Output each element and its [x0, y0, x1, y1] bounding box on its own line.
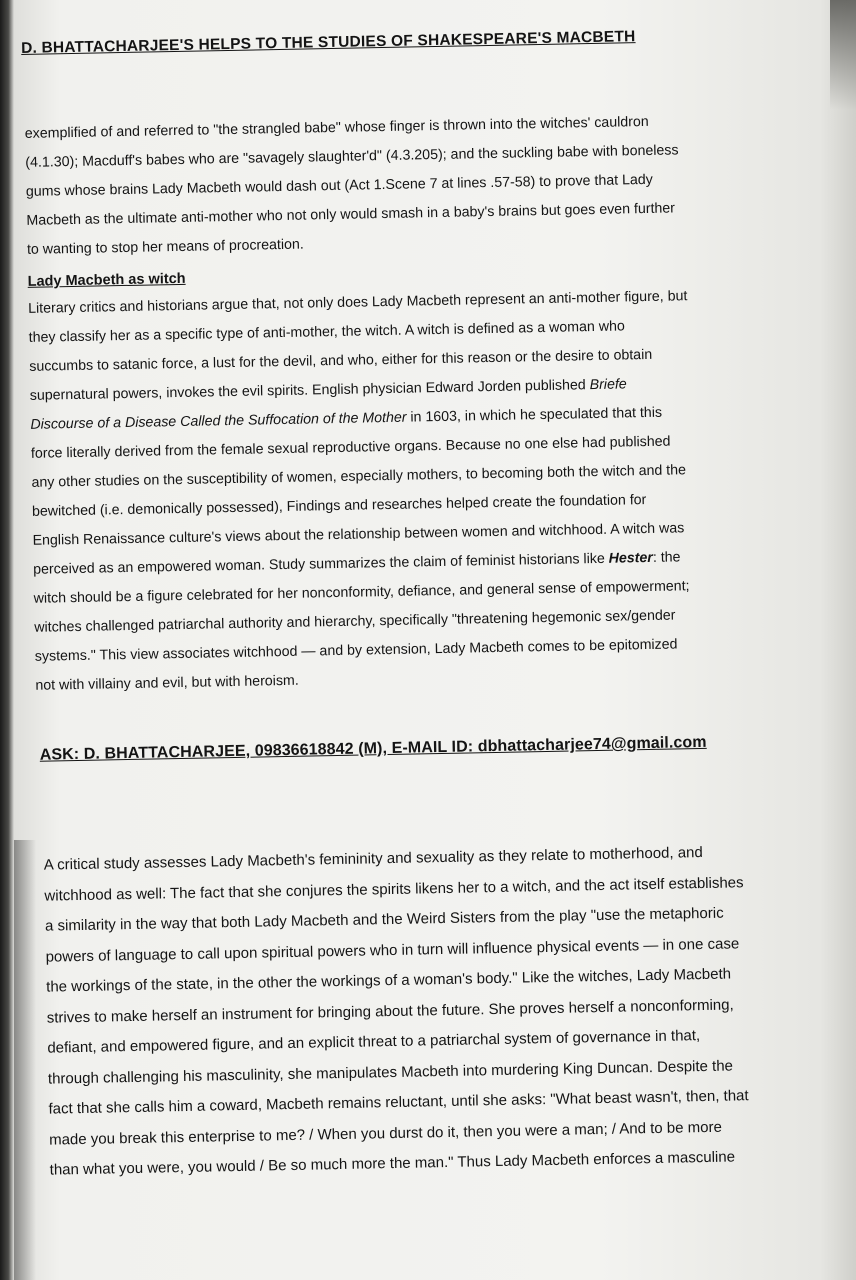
- text-line: exemplified of and referred to "the strangled babe" whose finger is thrown into the witches' cauldron: [24, 113, 649, 142]
- text-line: through challenging his masculinity, she manipulates Macbeth into murdering King Duncan. Despite the: [47, 1056, 734, 1088]
- text-line: English Renaissance culture's views about the relationship between women and witchhood. A witch was: [32, 520, 685, 549]
- lower-spine-shadow: [14, 840, 36, 1280]
- text-line: to wanting to stop her means of procreation.: [26, 236, 304, 258]
- text-line: systems." This view associates witchhood — and by extension, Lady Macbeth comes to be epitomized: [34, 636, 678, 665]
- text-line: supernatural powers, invokes the evil spirits. English physician Edward Jorden published Briefe: [29, 376, 627, 404]
- text-line: not with villainy and evil, but with heroism.: [35, 672, 299, 694]
- section-heading-witch: Lady Macbeth as witch: [27, 270, 186, 290]
- paragraph-anti-mother: [20, 105, 813, 265]
- page-content: [18, 25, 830, 1186]
- text-line: than what you were, you would / Be so much more the man." Thus Lady Macbeth enforces a masculine: [49, 1148, 736, 1179]
- book-spine-shadow: [0, 0, 14, 1280]
- text-line: bewitched (i.e. demonically possessed), Findings and researches helped create the foundation for: [31, 492, 647, 520]
- text-line: (4.1.30); Macduff's babes who are "savagely slaughter'd" (4.3.205); and the suckling babe with boneless: [25, 142, 679, 171]
- text-line: witchhood as well: The fact that she conjures the spirits likens her to a witch, and the act itself establishes: [44, 873, 744, 905]
- text-line: defiant, and empowered figure, and an explicit threat to a patriarchal system of governance in that,: [47, 1027, 701, 1057]
- text-line: force literally derived from the female sexual reproductive organs. Because no one else had published: [30, 433, 671, 462]
- text-line: Literary critics and historians argue that, not only does Lady Macbeth represent an anti-mother figure, but: [28, 288, 688, 317]
- text-line: succumbs to satanic force, a lust for the devil, and who, either for this reason or the desire to obtain: [29, 346, 653, 375]
- text-line: powers of language to call upon spiritual powers who in turn will influence physical events — in one case: [45, 934, 740, 966]
- contact-line: ASK: D. BHATTACHARJEE, 09836618842 (M), E-MAIL ID: dbhattacharjee74@gmail.com: [39, 733, 707, 764]
- paragraph-critical-study: [34, 836, 830, 1187]
- text-line: a similarity in the way that both Lady Macbeth and the Weird Sisters from the play "use the metaphoric: [44, 904, 724, 935]
- text-line: any other studies on the susceptibility of women, especially mothers, to becoming both the witch and the: [31, 462, 687, 491]
- text-line: they classify her as a specific type of anti-mother, the witch. A witch is defined as a woman who: [28, 318, 625, 346]
- text-line: gums whose brains Lady Macbeth would dash out (Act 1.Scene 7 at lines .57-58) to prove that Lady: [25, 171, 653, 200]
- paragraph-lines: [20, 105, 813, 265]
- text-line: fact that she calls him a coward, Macbeth remains reluctant, until she asks: "What beast wasn't, then, that: [48, 1087, 749, 1118]
- text-line: the workings of the state, in the other the workings of a woman's body." Like the witches, Lady Macbeth: [46, 965, 732, 996]
- paragraph-witch: [23, 280, 821, 701]
- text-line: strives to make herself an instrument for bringing about the future. She proves herself a nonconforming,: [46, 995, 734, 1027]
- text-line: Macbeth as the ultimate anti-mother who not only would smash in a baby's brains but goes even further: [26, 200, 676, 229]
- text-line: A critical study assesses Lady Macbeth's femininity and sexuality as they relate to motherhood, and: [43, 844, 703, 874]
- text-line: witch should be a figure celebrated for her nonconformity, defiance, and general sense of empowerment;: [33, 578, 690, 607]
- running-header: D. BHATTACHARJEE'S HELPS TO THE STUDIES OF SHAKESPEARE'S MACBETH: [20, 28, 636, 57]
- text-line: Discourse of a Disease Called the Suffocation of the Mother in 1603, in which he speculated that this: [30, 404, 663, 433]
- text-line: witches challenged patriarchal authority and hierarchy, specifically "threatening hegemonic sex/gender: [34, 607, 676, 636]
- text-line: made you break this enterprise to me? / When you durst do it, then you were a man; / And to be more: [48, 1118, 723, 1149]
- text-line: perceived as an empowered woman. Study summarizes the claim of feminist historians like Hester: the: [33, 549, 681, 578]
- page-corner-shadow: [830, 0, 856, 110]
